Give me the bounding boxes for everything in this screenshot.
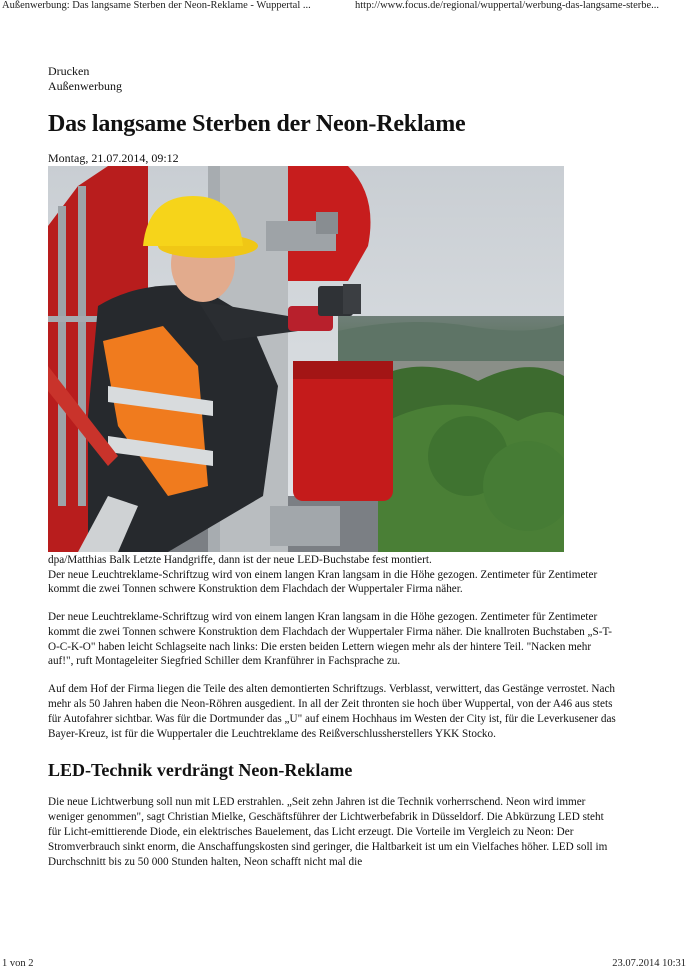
intro-paragraph: Der neue Leuchtreklame-Schriftzug wird von einem langen Kran langsam in die Höhe gezogen. Zentimeter für Zentimeter kommt die zwei Tonnen schwere Konstruktion dem Flachdach der Wuppertaler Firma näher. [48, 568, 598, 596]
body-paragraph-1: Der neue Leuchtreklame-Schriftzug wird von einem langen Kran langsam in die Höhe gezogen. Zentimeter für Zentimeter kommt die zwei Tonnen schwere Konstruktion dem Flachdach der Wuppertaler Firma näher. Die knallroten Buchstaben „S-T-O-C-K-O" haben leicht Schlagseite nach links: Die ersten beiden Lettern wiegen mehr als der hintere Teil. "Nacken mehr auf!", ruft Montageleiter Siegfried Schiller dem Kranführer in Fachsprache zu. [48, 611, 612, 668]
category-link[interactable]: Außenwerbung [48, 79, 122, 93]
section-subheading: LED-Technik verdrängt Neon-Reklame [48, 760, 353, 781]
print-header-title: Außenwerbung: Das langsame Sterben der Neon-Reklame - Wuppertal ... [2, 0, 311, 11]
article-photo [48, 166, 564, 552]
article-headline: Das langsame Sterben der Neon-Reklame [48, 111, 466, 137]
body-paragraph-3: Die neue Lichtwerbung soll nun mit LED erstrahlen. „Seit zehn Jahren ist die Technik vorherrschend. Neon wird immer weniger genommen", sagt Christian Mielke, Geschäftsführer der Lichtwerbefabrik in Düsseldorf. Die Abkürzung LED steht für Licht-emittierende Diode, ein elektrisches Bauelement, das Licht erzeugt. Die Vorteile im Vergleich zu Neon: Der Stromverbrauch sinkt enorm, die Anschaffungskosten sind geringer, die Haltbarkeit ist um ein Vielfaches höher. LED soll im Durchschnitt bis zu 50 000 Stunden halten, Neon schafft nicht mal die [48, 796, 608, 868]
print-link[interactable]: Drucken [48, 64, 90, 78]
print-datetime: 23.07.2014 10:31 [612, 958, 686, 969]
page-indicator: 1 von 2 [2, 958, 34, 969]
photo-caption: dpa/Matthias Balk Letzte Handgriffe, dann ist der neue LED-Buchstabe fest montiert. [48, 554, 432, 566]
print-header-url: http://www.focus.de/regional/wuppertal/werbung-das-langsame-sterbe... [355, 0, 660, 11]
body-paragraph-2: Auf dem Hof der Firma liegen die Teile des alten demontierten Schriftzugs. Verblasst, verwittert, das Gestänge verrostet. Nach mehr als 50 Jahren haben die Neon-Röhren ausgedient. In all der Zeit thronten sie hoch über Wuppertal, von der A46 aus stets für Autofahrer sichtbar. Was für die Dortmunder das „U" auf einem Hochhaus im Westen der City ist, für die Leverkusener das Bayer-Kreuz, ist für die Wuppertaler die Leuchtreklame des Reißverschlussherstellers YKK Stocko. [48, 683, 616, 740]
article-date: Montag, 21.07.2014, 09:12 [48, 151, 179, 165]
article-content [48, 64, 618, 869]
